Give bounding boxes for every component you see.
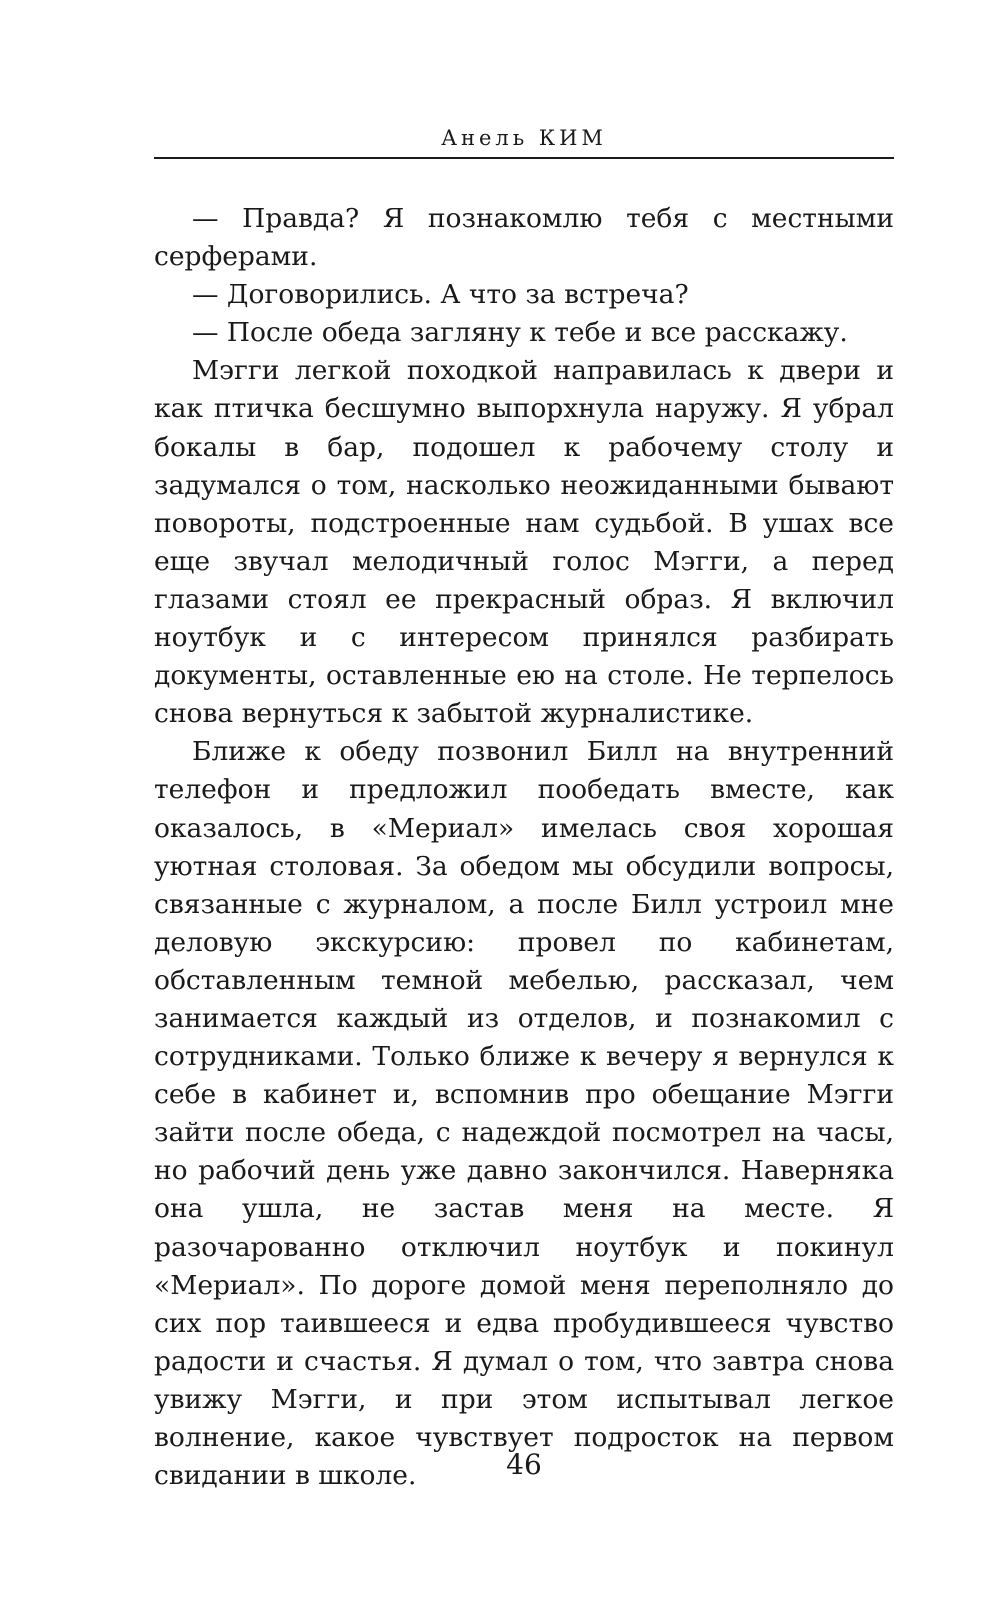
paragraph: Мэгги легкой походкой направилась к двери и как птичка бесшумно выпорхнула наружу. Я убрал бокалы в бар, подошел к рабочему столу и задумался о том, насколько неожиданными бывают повороты, подстроенные нам судьбой. В ушах все еще звучал мелодичный голос Мэгги, а перед глазами стоял ее прекрасный образ. Я включил ноутбук и с интересом принялся разбирать документы, оставленные ею на столе. Не терпелось снова вернуться к забытой журналистике. bbox=[154, 355, 894, 730]
paragraph: Ближе к обеду позвонил Билл на внутренний телефон и предложил пообедать вместе, как оказалось, в «Мериал» имелась своя хорошая уютная столовая. За обедом мы обсудили вопросы, связанные с журналом, а после Билл устроил мне деловую экскурсию: провел по кабинетам, обставленным темной мебелью, рассказал, чем занимается каждый из отделов, и познакомил с сотрудниками. Только ближе к вечеру я вернулся к себе в кабинет и, вспомнив про обещание Мэгги зайти после обеда, с надеждой посмотрел на часы, но рабочий день уже давно закончился. Наверняка она ушла, не застав меня на месте. Я разочарованно отключил ноутбук и покинул «Мериал». По дороге домой меня переполняло до сих пор таившееся и едва пробудившееся чувство радости и счастья. Я думал о том, что завтра снова увижу Мэгги, и при этом испытывал легкое волнение, какое чувствует подросток на первом свидании в школе. bbox=[154, 736, 894, 1492]
paragraph: — После обеда загляну к тебе и все расскажу. bbox=[192, 317, 848, 349]
body-text bbox=[154, 200, 894, 1495]
page-number: 46 bbox=[506, 1448, 542, 1481]
header-rule bbox=[154, 157, 894, 159]
running-head-author: Анель КИМ bbox=[441, 126, 607, 150]
paragraph: — Правда? Я познакомлю тебя с местными серферами. bbox=[154, 203, 894, 273]
paragraph: — Договорились. А что за встреча? bbox=[192, 279, 689, 311]
